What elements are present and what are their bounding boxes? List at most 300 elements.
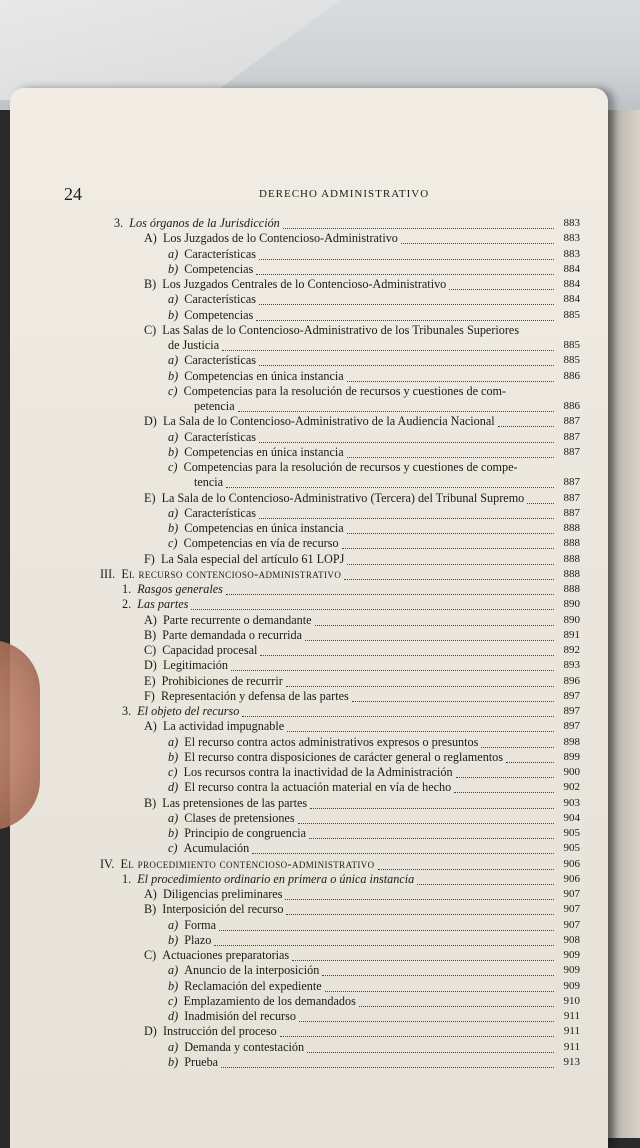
- toc-entry: [100, 231, 578, 246]
- toc-entry-text: [144, 628, 302, 643]
- toc-page-number: 886: [563, 369, 580, 382]
- toc-entry-title: Acumulación: [183, 841, 250, 856]
- toc-entry-text: [144, 1024, 277, 1039]
- toc-entry-text: [144, 552, 344, 567]
- toc-entry-title: Anuncio de la interposición: [184, 963, 320, 978]
- toc-leader-dots: [260, 654, 554, 656]
- toc-entry-label: b): [168, 978, 179, 993]
- toc-page-number: 887: [563, 491, 580, 504]
- toc-entry: [100, 628, 578, 643]
- toc-leader-dots: [256, 319, 554, 321]
- toc-page-number: 887: [563, 415, 580, 428]
- toc-page-number: 907: [563, 918, 580, 931]
- toc-entry-text: [144, 231, 398, 246]
- toc-page-number: 892: [563, 644, 580, 656]
- toc-entry-label: a): [168, 1039, 179, 1054]
- toc-leader-dots: [352, 700, 554, 702]
- toc-entry: [100, 216, 578, 231]
- toc-entry-title: El objeto del recurso: [137, 704, 240, 718]
- toc-entry-label: E): [144, 673, 156, 688]
- toc-entry: [100, 918, 578, 933]
- toc-entry-title: Los Juzgados Centrales de lo Contencioso-Administrativo: [162, 277, 447, 291]
- toc-entry-title: Competencias: [184, 307, 254, 322]
- toc-entry-text: [122, 872, 414, 887]
- table-of-contents: [100, 216, 578, 1070]
- toc-entry: [100, 948, 578, 963]
- toc-entry-text: [168, 353, 256, 368]
- toc-entry-label: 1.: [122, 582, 132, 596]
- toc-entry: [100, 963, 578, 978]
- toc-entry-text: [168, 460, 518, 475]
- toc-entry-label: b): [168, 521, 179, 535]
- toc-entry-title: Características: [184, 292, 256, 307]
- toc-entry-text: [168, 1040, 304, 1055]
- toc-entry-title: El recurso contra la actuación material en vía de hecho: [184, 780, 452, 795]
- toc-entry: [100, 780, 578, 795]
- toc-page-number: 888: [563, 522, 580, 534]
- toc-leader-dots: [226, 593, 554, 595]
- toc-entry: [100, 582, 578, 597]
- toc-entry-title: Forma: [184, 917, 217, 932]
- toc-entry-text: [168, 430, 256, 445]
- toc-entry: [100, 308, 578, 323]
- toc-entry-label: 1.: [122, 871, 132, 886]
- toc-leader-dots: [259, 303, 554, 305]
- toc-entry: [100, 658, 578, 673]
- toc-entry: [100, 369, 578, 384]
- toc-entry-title: Prohibiciones de recurrir: [161, 673, 283, 688]
- toc-entry-label: F): [144, 688, 155, 703]
- toc-page-number: 907: [563, 903, 580, 916]
- toc-page-number: 911: [563, 1025, 580, 1038]
- toc-leader-dots: [287, 730, 554, 732]
- toc-entry-text: [122, 597, 188, 612]
- toc-entry: [100, 719, 578, 734]
- toc-page-number: 890: [563, 598, 580, 611]
- toc-leader-dots: [191, 608, 554, 610]
- toc-entry-text: [168, 308, 253, 323]
- toc-entry: [100, 613, 578, 628]
- toc-entry-text: [144, 719, 284, 734]
- toc-leader-dots: [417, 883, 554, 885]
- toc-entry-title: Competencias: [184, 261, 254, 276]
- toc-leader-dots: [347, 532, 554, 534]
- toc-entry-label: A): [144, 612, 157, 627]
- toc-page-number: 898: [563, 735, 580, 748]
- toc-page-number: 897: [563, 720, 580, 733]
- toc-leader-dots: [456, 776, 554, 778]
- toc-entry-title: Las partes: [137, 597, 189, 612]
- toc-leader-dots: [259, 441, 554, 443]
- toc-entry-text: [144, 613, 312, 628]
- toc-entry-title: Competencias en única instancia: [184, 368, 344, 383]
- toc-entry: [100, 353, 578, 368]
- toc-entry-label: C): [144, 948, 157, 962]
- toc-entry-text: [168, 994, 356, 1009]
- toc-entry: [100, 994, 578, 1009]
- toc-entry-text: [144, 277, 446, 292]
- toc-page-number: 888: [563, 537, 580, 550]
- toc-leader-dots: [310, 807, 554, 809]
- toc-entry-label: b): [168, 1054, 179, 1069]
- toc-entry-label: D): [144, 1024, 157, 1039]
- toc-entry: [100, 491, 578, 506]
- page-header: [64, 184, 574, 206]
- page-number: 24: [64, 184, 82, 204]
- toc-leader-dots: [481, 746, 554, 748]
- toc-entry-text: [144, 674, 283, 689]
- toc-entry-label: a): [168, 505, 179, 520]
- toc-entry-title: Competencias para la resolución de recursos y cuestiones de compe-: [183, 460, 518, 474]
- toc-entry-label: A): [144, 231, 157, 246]
- toc-entry-label: 2.: [122, 597, 132, 612]
- toc-entry-label: c): [168, 841, 178, 856]
- toc-entry-title: Características: [184, 429, 256, 444]
- toc-entry: [100, 857, 578, 872]
- toc-leader-dots: [242, 715, 554, 717]
- toc-entry-text: [144, 658, 228, 673]
- toc-entry-label: D): [144, 658, 157, 673]
- toc-entry: [100, 597, 578, 612]
- toc-entry-title: Parte recurrente o demandante: [162, 612, 312, 627]
- toc-entry: [100, 826, 578, 841]
- toc-entry: [100, 1024, 578, 1039]
- toc-page-number: 897: [563, 705, 580, 717]
- toc-page-number: 885: [563, 308, 580, 321]
- toc-entry-text: [168, 521, 344, 536]
- toc-entry-label: B): [144, 627, 157, 642]
- toc-entry-label: b): [168, 368, 179, 383]
- toc-entry: [100, 811, 578, 826]
- toc-page-number: 888: [563, 583, 580, 595]
- toc-page-number: 887: [563, 430, 580, 443]
- toc-page-number: 883: [563, 232, 580, 245]
- toc-entry-title: Reclamación del expediente: [184, 978, 322, 993]
- toc-entry-label: A): [144, 887, 157, 901]
- toc-leader-dots: [309, 837, 554, 839]
- book-page-edges: [604, 110, 640, 1138]
- toc-entry-title: La Sala de lo Contencioso-Administrativo de la Audiencia Nacional: [162, 414, 495, 429]
- toc-entry-label: c): [168, 460, 178, 474]
- toc-entry: [100, 643, 578, 658]
- toc-entry-label: a): [168, 810, 179, 825]
- toc-page-number: 884: [563, 262, 580, 275]
- toc-entry: [100, 277, 578, 292]
- toc-entry-title: El procedimiento ordinario en primera o única instancia: [137, 871, 415, 886]
- toc-entry-text: [114, 216, 280, 231]
- toc-entry-title: El recurso contra disposiciones de carácter general o reglamentos: [184, 749, 504, 764]
- toc-entry-title: Actuaciones preparatorias: [162, 948, 290, 962]
- toc-entry-title: Clases de pretensiones: [184, 810, 295, 825]
- toc-entry-text: [168, 1009, 296, 1024]
- toc-entry: [100, 445, 578, 460]
- toc-page-number: 886: [563, 400, 580, 412]
- toc-leader-dots: [286, 913, 554, 915]
- toc-entry-text: [168, 506, 256, 521]
- toc-entry-text: [144, 323, 519, 338]
- toc-entry-label: b): [168, 444, 179, 459]
- toc-page-number: 913: [563, 1055, 580, 1068]
- toc-entry-title: Los órganos de la Jurisdicción: [129, 216, 280, 230]
- toc-entry-text: [144, 414, 495, 429]
- toc-entry: [100, 384, 578, 399]
- toc-entry-label: a): [168, 292, 179, 307]
- toc-entry-title: Plazo: [184, 932, 212, 947]
- toc-leader-dots: [359, 1005, 554, 1007]
- toc-leader-dots: [527, 502, 554, 504]
- toc-leader-dots: [292, 959, 554, 961]
- toc-entry: [100, 292, 578, 307]
- toc-entry-title: Diligencias preliminares: [162, 887, 283, 901]
- toc-entry-title: Demanda y contestación: [184, 1039, 305, 1054]
- toc-leader-dots: [305, 639, 554, 641]
- toc-entry: [100, 475, 578, 490]
- toc-entry-text: [100, 857, 375, 872]
- toc-entry-title: Las Salas de lo Contencioso-Administrativo de los Tribunales Superiores: [162, 322, 520, 337]
- toc-entry-text: [168, 750, 503, 765]
- toc-entry-label: d): [168, 1009, 179, 1023]
- toc-entry-text: [168, 841, 249, 856]
- toc-page-number: 911: [563, 1040, 580, 1053]
- toc-entry: [100, 338, 578, 353]
- toc-entry: [100, 1055, 578, 1070]
- toc-entry: [100, 674, 578, 689]
- toc-entry-text: [168, 963, 319, 978]
- toc-entry-title: Competencias para la resolución de recursos y cuestiones de com-: [183, 383, 507, 398]
- toc-leader-dots: [454, 791, 554, 793]
- toc-page-number: 884: [563, 278, 580, 290]
- toc-entry-title: Parte demandada o recurrida: [162, 627, 303, 642]
- toc-page-number: 891: [563, 628, 580, 641]
- toc-entry-label: C): [144, 322, 157, 337]
- toc-entry-label: E): [144, 490, 156, 505]
- toc-page-number: 909: [563, 979, 580, 992]
- toc-leader-dots: [214, 944, 554, 946]
- toc-page-number: 888: [563, 552, 580, 565]
- toc-entry-text: [168, 445, 344, 460]
- toc-entry-label: 3.: [114, 216, 124, 230]
- toc-entry-title: La actividad impugnable: [162, 719, 285, 734]
- toc-entry-title: de Justicia: [168, 338, 220, 352]
- toc-entry: [100, 689, 578, 704]
- toc-page-number: 904: [563, 811, 580, 824]
- toc-entry-text: [122, 704, 239, 719]
- toc-entry-label: a): [168, 353, 179, 368]
- toc-entry-label: D): [144, 414, 157, 429]
- toc-entry-title: tencia: [194, 475, 224, 490]
- toc-entry-title: Las pretensiones de las partes: [162, 795, 308, 810]
- toc-entry-text: [144, 948, 289, 963]
- toc-page-number: 897: [563, 689, 580, 702]
- toc-page-number: 905: [563, 842, 580, 855]
- toc-page-number: 888: [563, 567, 580, 580]
- toc-entry-text: [168, 247, 256, 262]
- toc-entry-title: Capacidad procesal: [162, 643, 258, 657]
- toc-entry-title: Competencias en única instancia: [184, 444, 344, 459]
- toc-entry-text: [168, 262, 253, 277]
- toc-entry: [100, 414, 578, 429]
- toc-entry: [100, 979, 578, 994]
- toc-leader-dots: [256, 273, 554, 275]
- toc-entry: [100, 460, 578, 475]
- toc-leader-dots: [347, 456, 554, 458]
- toc-entry: [100, 796, 578, 811]
- toc-leader-dots: [286, 685, 554, 687]
- toc-entry-title: La Sala de lo Contencioso-Administrativo (Tercera) del Tribunal Supremo: [161, 490, 525, 505]
- toc-page-number: 909: [563, 964, 580, 977]
- toc-entry-label: a): [168, 917, 179, 932]
- toc-entry: [100, 902, 578, 917]
- toc-entry: [100, 399, 578, 414]
- toc-entry-text: [168, 536, 339, 551]
- toc-entry-text: [122, 582, 223, 597]
- toc-page-number: 884: [563, 293, 580, 306]
- toc-leader-dots: [342, 547, 554, 549]
- toc-leader-dots: [344, 578, 554, 580]
- toc-page-number: 908: [563, 933, 580, 946]
- toc-entry-label: c): [168, 383, 178, 398]
- toc-entry: [100, 887, 578, 902]
- toc-page-number: 909: [563, 949, 580, 961]
- toc-entry-text: [168, 369, 344, 384]
- toc-entry-label: a): [168, 246, 179, 261]
- toc-page-number: 911: [563, 1010, 580, 1022]
- toc-entry: [100, 765, 578, 780]
- toc-entry-text: [144, 491, 524, 506]
- toc-leader-dots: [219, 929, 554, 931]
- toc-entry-title: Características: [184, 505, 256, 520]
- toc-leader-dots: [226, 486, 554, 488]
- toc-entry-label: b): [168, 826, 179, 840]
- toc-entry-label: c): [168, 765, 178, 779]
- toc-entry-title: Emplazamiento de los demandados: [183, 993, 356, 1008]
- toc-entry-label: c): [168, 993, 178, 1008]
- toc-entry-text: [144, 902, 283, 917]
- toc-entry-title: Características: [184, 353, 256, 368]
- running-head: DERECHO ADMINISTRATIVO: [259, 188, 430, 200]
- toc-page-number: 900: [563, 766, 580, 778]
- toc-entry: [100, 536, 578, 551]
- toc-entry-title: Rasgos generales: [137, 582, 223, 596]
- toc-entry: [100, 750, 578, 765]
- toc-entry-label: b): [168, 932, 179, 947]
- toc-entry-text: [144, 887, 282, 902]
- toc-entry-label: a): [168, 963, 179, 978]
- toc-entry: [100, 872, 578, 887]
- holding-thumb: [0, 640, 40, 830]
- toc-entry-text: [168, 735, 478, 750]
- toc-entry-label: b): [168, 749, 179, 764]
- toc-entry: [100, 323, 578, 338]
- toc-entry: [100, 521, 578, 536]
- toc-entry-text: [168, 1055, 218, 1070]
- toc-entry-label: a): [168, 429, 179, 444]
- toc-entry-label: a): [168, 734, 179, 749]
- toc-leader-dots: [401, 242, 554, 244]
- toc-leader-dots: [259, 364, 554, 366]
- toc-entry: [100, 552, 578, 567]
- toc-entry-label: B): [144, 902, 157, 917]
- toc-entry: [100, 430, 578, 445]
- toc-page-number: 893: [563, 659, 580, 672]
- toc-leader-dots: [259, 517, 554, 519]
- toc-page-number: 903: [563, 796, 580, 809]
- toc-entry-text: [144, 643, 257, 658]
- toc-page-number: 883: [563, 217, 580, 229]
- toc-leader-dots: [315, 624, 554, 626]
- toc-entry-text: [168, 384, 506, 399]
- toc-entry-title: Instrucción del proceso: [162, 1024, 277, 1039]
- toc-leader-dots: [283, 227, 554, 229]
- toc-leader-dots: [307, 1051, 554, 1053]
- toc-entry-title: El recurso contencioso-administrativo: [121, 566, 342, 581]
- toc-leader-dots: [378, 868, 554, 870]
- toc-leader-dots: [347, 563, 554, 565]
- toc-entry-title: Características: [184, 246, 256, 261]
- toc-entry-title: Interposición del recurso: [162, 902, 284, 917]
- toc-entry-text: [194, 475, 223, 490]
- toc-entry-text: [168, 826, 306, 841]
- toc-entry-title: Principio de congruencia: [184, 826, 307, 840]
- toc-page-number: 905: [563, 827, 580, 839]
- toc-page-number: 899: [563, 750, 580, 763]
- toc-entry-label: C): [144, 643, 157, 657]
- toc-entry-label: b): [168, 307, 179, 322]
- toc-leader-dots: [298, 822, 554, 824]
- toc-entry-label: IV.: [100, 856, 115, 871]
- toc-entry-label: B): [144, 277, 157, 291]
- toc-entry-text: [168, 338, 219, 353]
- toc-entry-text: [168, 933, 211, 948]
- toc-entry-label: b): [168, 261, 179, 276]
- toc-page-number: 906: [563, 872, 580, 885]
- toc-leader-dots: [299, 1020, 554, 1022]
- toc-entry-title: El recurso contra actos administrativos expresos o presuntos: [184, 734, 479, 749]
- toc-entry: [100, 704, 578, 719]
- toc-entry: [100, 1009, 578, 1024]
- toc-leader-dots: [252, 852, 554, 854]
- toc-page-number: 910: [563, 994, 580, 1007]
- toc-entry-text: [168, 292, 256, 307]
- toc-page-number: 902: [563, 781, 580, 794]
- toc-entry-title: Inadmisión del recurso: [184, 1009, 296, 1023]
- toc-leader-dots: [259, 258, 554, 260]
- toc-entry-text: [168, 979, 322, 994]
- toc-entry-label: III.: [100, 566, 116, 581]
- toc-page-number: 887: [563, 445, 580, 458]
- toc-leader-dots: [506, 761, 554, 763]
- toc-entry: [100, 247, 578, 262]
- toc-leader-dots: [347, 380, 554, 382]
- toc-page-number: 887: [563, 506, 580, 519]
- toc-entry-text: [168, 811, 295, 826]
- toc-page-number: 907: [563, 888, 580, 900]
- toc-page-number: 883: [563, 247, 580, 260]
- toc-entry: [100, 506, 578, 521]
- toc-entry-title: Prueba: [184, 1054, 219, 1069]
- toc-leader-dots: [498, 425, 554, 427]
- toc-leader-dots: [280, 1035, 554, 1037]
- toc-entry-text: [168, 765, 453, 780]
- toc-leader-dots: [322, 974, 554, 976]
- toc-entry-text: [168, 918, 216, 933]
- toc-page-number: 896: [563, 674, 580, 687]
- toc-entry-title: Los Juzgados de lo Contencioso-Administrativo: [162, 231, 398, 246]
- toc-leader-dots: [285, 898, 554, 900]
- toc-entry-title: Legitimación: [162, 658, 228, 673]
- toc-entry-text: [144, 796, 307, 811]
- toc-entry-title: petencia: [194, 399, 235, 413]
